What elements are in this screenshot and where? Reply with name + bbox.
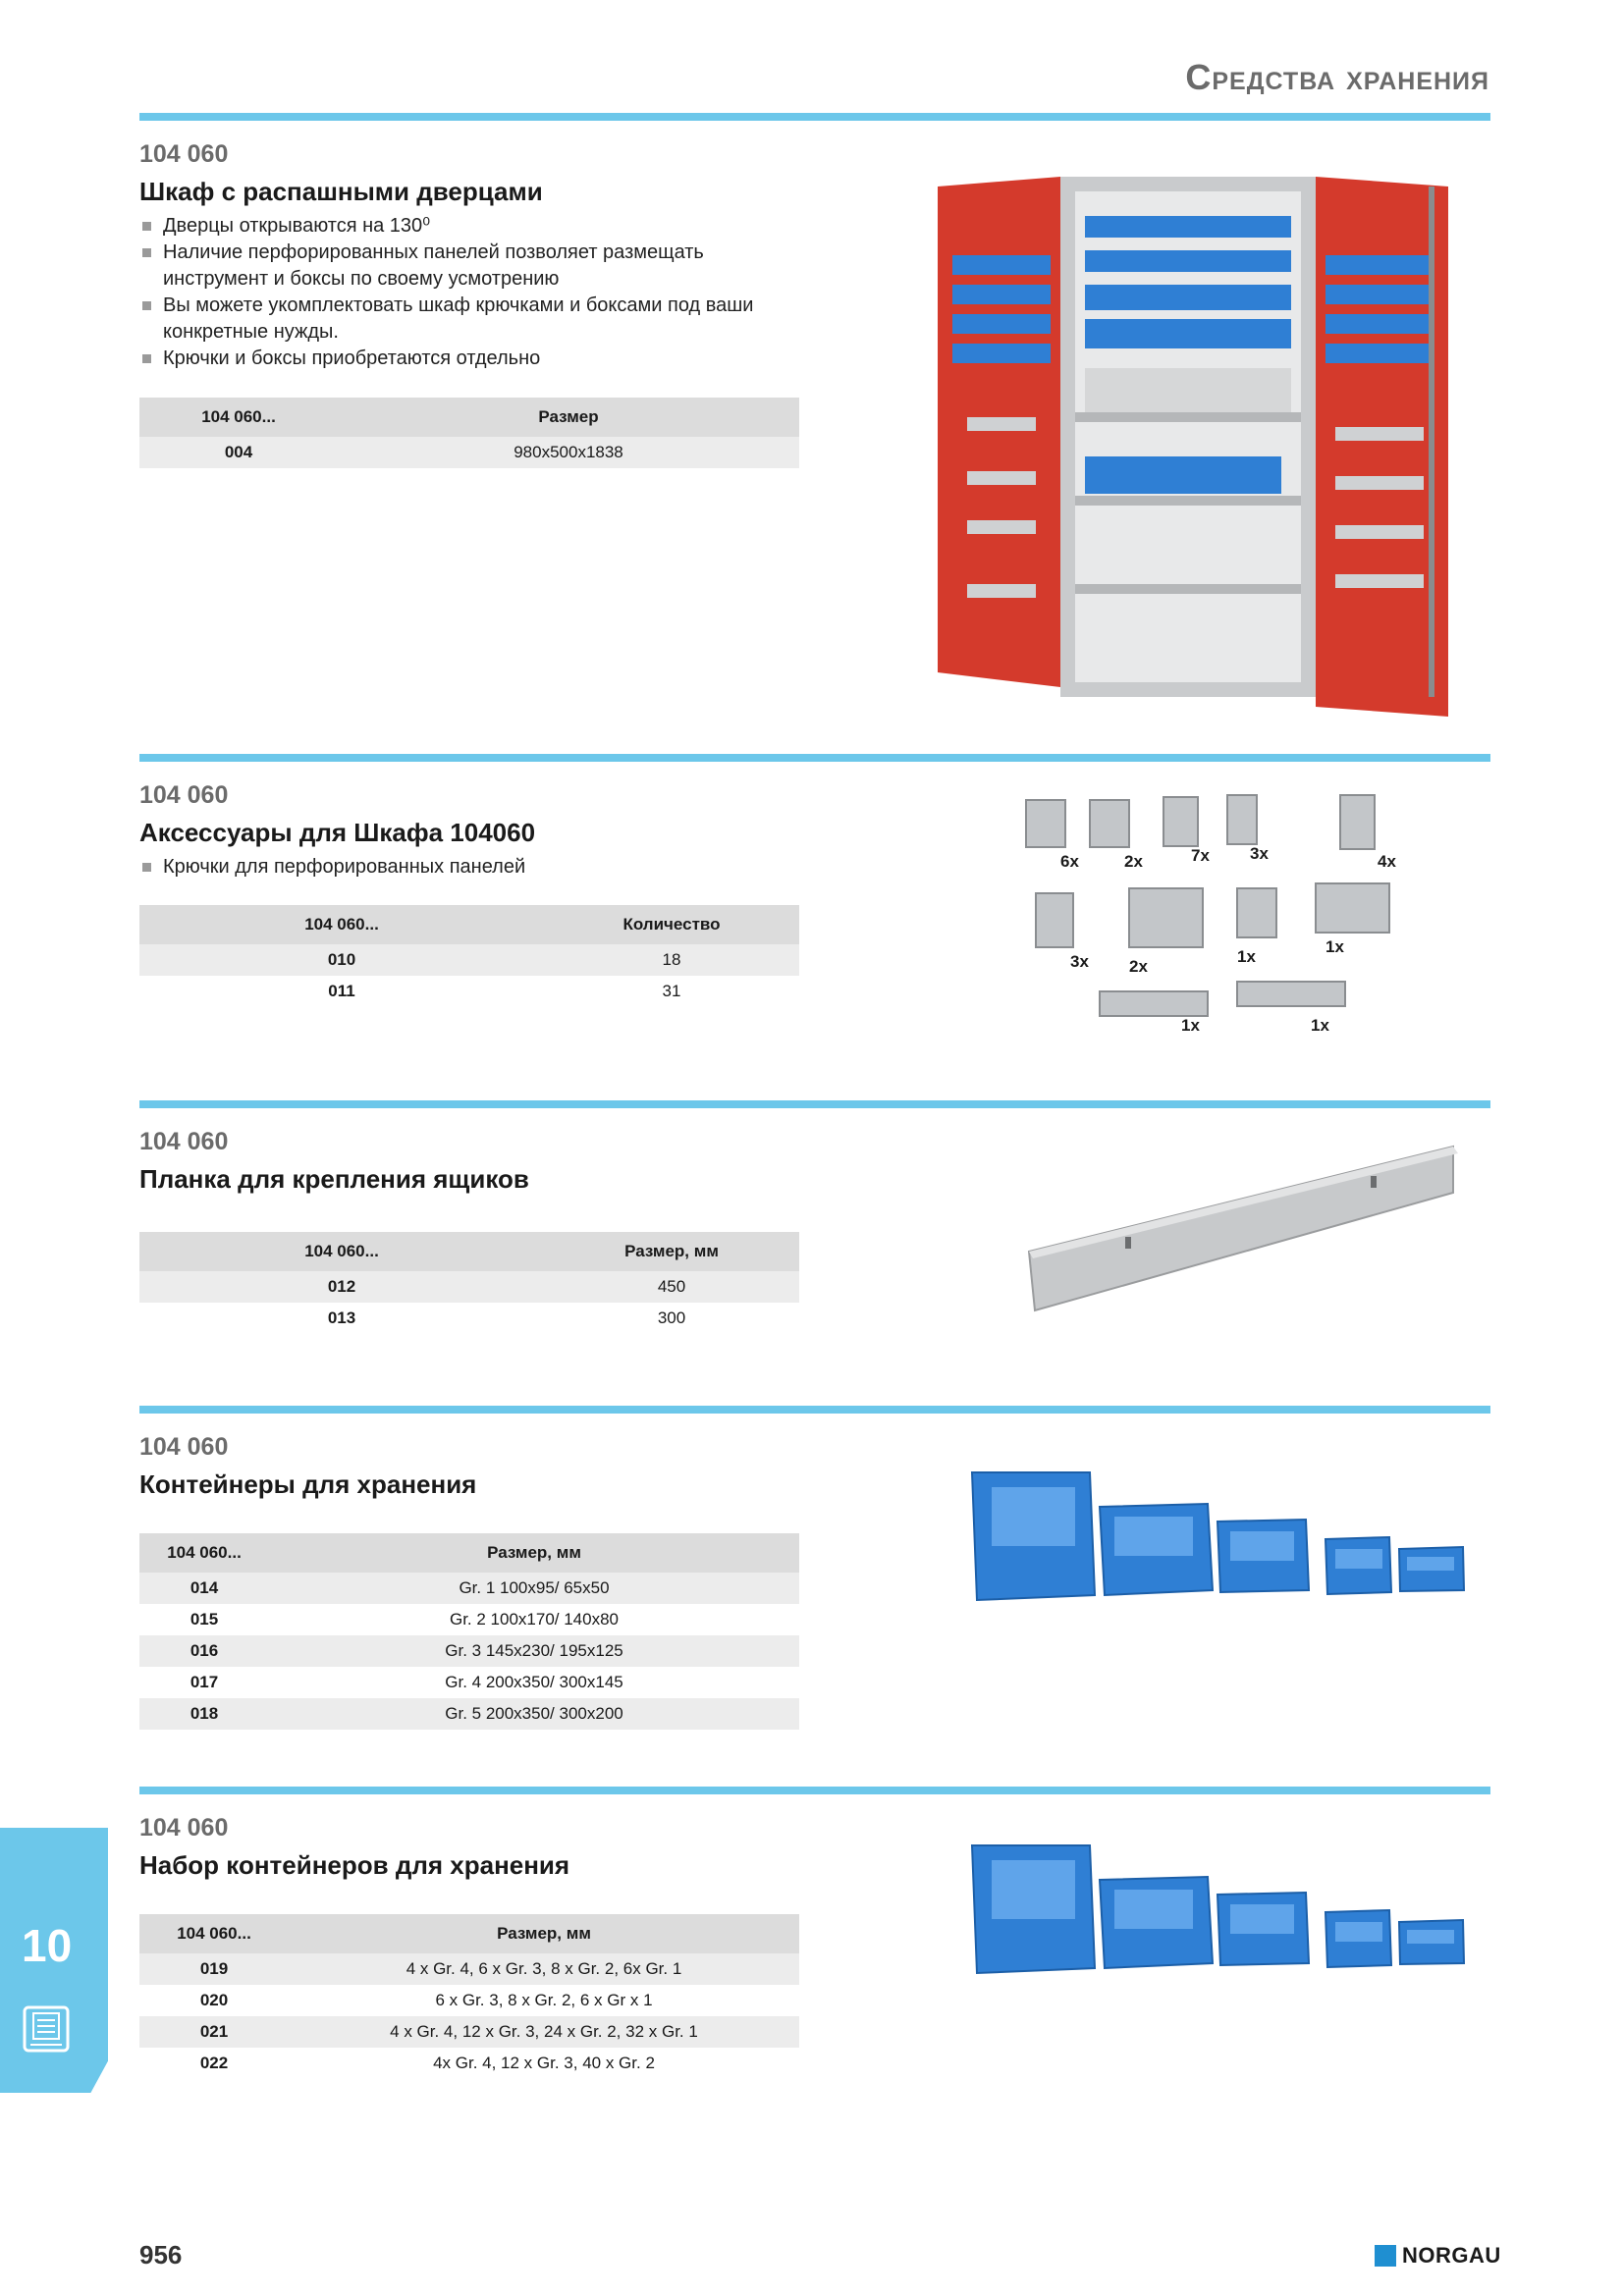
- spec-table: [139, 1232, 799, 1334]
- section-rule: [139, 1100, 1490, 1108]
- table-cell: 018: [139, 1698, 269, 1730]
- table-row: [139, 1635, 799, 1667]
- hook-qty-label: 1x: [1237, 947, 1256, 966]
- brand-logo: [1375, 2243, 1501, 2269]
- table-cell: Gr. 2 100x170/ 140x80: [449, 1610, 620, 1629]
- product-title: Шкаф с распашными дверцами: [139, 177, 543, 206]
- table-cell: 31: [662, 982, 681, 1000]
- table-row: [139, 1698, 799, 1730]
- hook-qty-label: 2x: [1129, 957, 1148, 976]
- table-cell: 017: [189, 1673, 219, 1691]
- column-header: Размер, мм: [544, 1232, 799, 1271]
- table-cell: 4x Gr. 4, 12 x Gr. 3, 40 x Gr. 2: [433, 2054, 655, 2072]
- table-cell: 014: [139, 1573, 269, 1604]
- table-cell: 020: [199, 1991, 229, 2009]
- column-header: Размер, мм: [269, 1533, 799, 1573]
- chapter-number: 10: [22, 1920, 73, 1971]
- feature-item: Крючки для перфорированных панелей: [139, 854, 807, 881]
- product-title: Аксессуары для Шкафа 104060: [139, 818, 536, 847]
- table-row: [139, 1667, 799, 1698]
- table-row: [139, 976, 799, 1007]
- table-cell: 016: [139, 1635, 269, 1667]
- product-code: 104 060: [139, 781, 229, 809]
- table-cell: 450: [544, 1271, 799, 1303]
- table-cell: Gr. 3 145x230/ 195x125: [269, 1635, 799, 1667]
- table-cell: Gr. 5 200x350/ 300x200: [269, 1698, 799, 1730]
- table-header-row: [139, 905, 799, 944]
- section-rule: [139, 1406, 1490, 1414]
- table-cell: 18: [544, 944, 799, 976]
- spec-table: [139, 398, 799, 468]
- column-header: 104 060...: [139, 1914, 289, 1953]
- catalog-icon: [22, 2004, 71, 2054]
- column-header: 104 060...: [139, 1232, 544, 1271]
- column-header: Размер: [338, 398, 799, 437]
- containers-photo: [967, 1463, 1468, 1610]
- table-cell: 021: [139, 2016, 289, 2048]
- hook-qty-label: 3x: [1070, 952, 1089, 971]
- product-code: 104 060: [139, 140, 229, 168]
- header-title: Средства хранения: [1185, 57, 1489, 97]
- hook-qty-label: 2x: [1124, 852, 1143, 871]
- table-cell: 004: [139, 437, 338, 468]
- table-cell: 022: [199, 2054, 229, 2072]
- hook-qty-label: 7x: [1191, 846, 1210, 865]
- feature-item: Вы можете укомплектовать шкаф крючками и боксами под ваши конкретные нужды.: [139, 293, 807, 346]
- hook-qty-label: 1x: [1311, 1016, 1329, 1035]
- table-cell: 019: [139, 1953, 289, 1985]
- table-cell: Gr. 4 200x350/ 300x145: [445, 1673, 623, 1691]
- table-row: [139, 1271, 799, 1303]
- table-cell: 4 x Gr. 4, 12 x Gr. 3, 24 x Gr. 2, 32 x Gr. 1: [289, 2016, 799, 2048]
- table-row: [139, 437, 799, 468]
- table-cell: 012: [139, 1271, 544, 1303]
- table-row: [139, 944, 799, 976]
- table-row: [139, 2048, 799, 2079]
- hooks-photo: [1016, 785, 1453, 1060]
- table-header-row: [139, 1533, 799, 1573]
- product-code: 104 060: [139, 1814, 229, 1842]
- spec-table: [139, 1914, 799, 2079]
- spec-table: [139, 1533, 799, 1730]
- column-header: 104 060...: [139, 1533, 269, 1573]
- table-row: [139, 1573, 799, 1604]
- feature-item: Наличие перфорированных панелей позволяет размещать инструмент и боксы по своему усмотрению: [139, 240, 807, 293]
- logo-square-icon: [1375, 2245, 1396, 2267]
- product-code: 104 060: [139, 1433, 229, 1461]
- page-number: 956: [139, 2240, 183, 2269]
- table-row: [139, 2016, 799, 2048]
- container-set-photo: [967, 1836, 1468, 1983]
- column-header: 104 060...: [139, 905, 544, 944]
- spec-table: [139, 905, 799, 1007]
- logo-text: NORGAU: [1402, 2243, 1501, 2268]
- hook-qty-label: 3x: [1250, 844, 1269, 863]
- table-cell: 010: [139, 944, 544, 976]
- feature-item: Крючки и боксы приобретаются отдельно: [139, 346, 807, 372]
- table-cell: 015: [189, 1610, 219, 1629]
- table-cell: 013: [327, 1308, 356, 1327]
- section-rule: [139, 1787, 1490, 1794]
- table-header-row: [139, 1914, 799, 1953]
- column-header: Размер, мм: [289, 1914, 799, 1953]
- cabinet-photo: [933, 172, 1453, 721]
- hook-qty-label: 6x: [1060, 852, 1079, 871]
- hook-qty-label: 1x: [1325, 937, 1344, 956]
- section-rule: [139, 754, 1490, 762]
- product-title: Планка для крепления ящиков: [139, 1164, 529, 1194]
- column-header: Количество: [544, 905, 799, 944]
- feature-item: Дверцы открываются на 130⁰: [139, 213, 807, 240]
- column-header: 104 060...: [139, 398, 338, 437]
- hook-qty-label: 4x: [1378, 852, 1396, 871]
- feature-list: [139, 213, 807, 372]
- feature-list: [139, 854, 807, 881]
- table-row: [139, 1953, 799, 1985]
- hook-qty-label: 1x: [1181, 1016, 1200, 1035]
- product-title: Набор контейнеров для хранения: [139, 1850, 570, 1880]
- table-cell: Gr. 1 100x95/ 65x50: [269, 1573, 799, 1604]
- product-title: Контейнеры для хранения: [139, 1469, 477, 1499]
- table-row: [139, 1985, 799, 2016]
- table-cell: 4 x Gr. 4, 6 x Gr. 3, 8 x Gr. 2, 6x Gr. 1: [289, 1953, 799, 1985]
- product-code: 104 060: [139, 1128, 229, 1155]
- table-header-row: [139, 398, 799, 437]
- table-cell: 011: [328, 982, 355, 1000]
- table-row: [139, 1604, 799, 1635]
- table-cell: 300: [657, 1308, 686, 1327]
- table-row: [139, 1303, 799, 1334]
- section-rule: [139, 113, 1490, 121]
- table-header-row: [139, 1232, 799, 1271]
- mounting-bar-photo: [1021, 1139, 1463, 1320]
- table-cell: 980x500x1838: [338, 437, 799, 468]
- table-cell: 6 x Gr. 3, 8 x Gr. 2, 6 x Gr x 1: [435, 1991, 653, 2009]
